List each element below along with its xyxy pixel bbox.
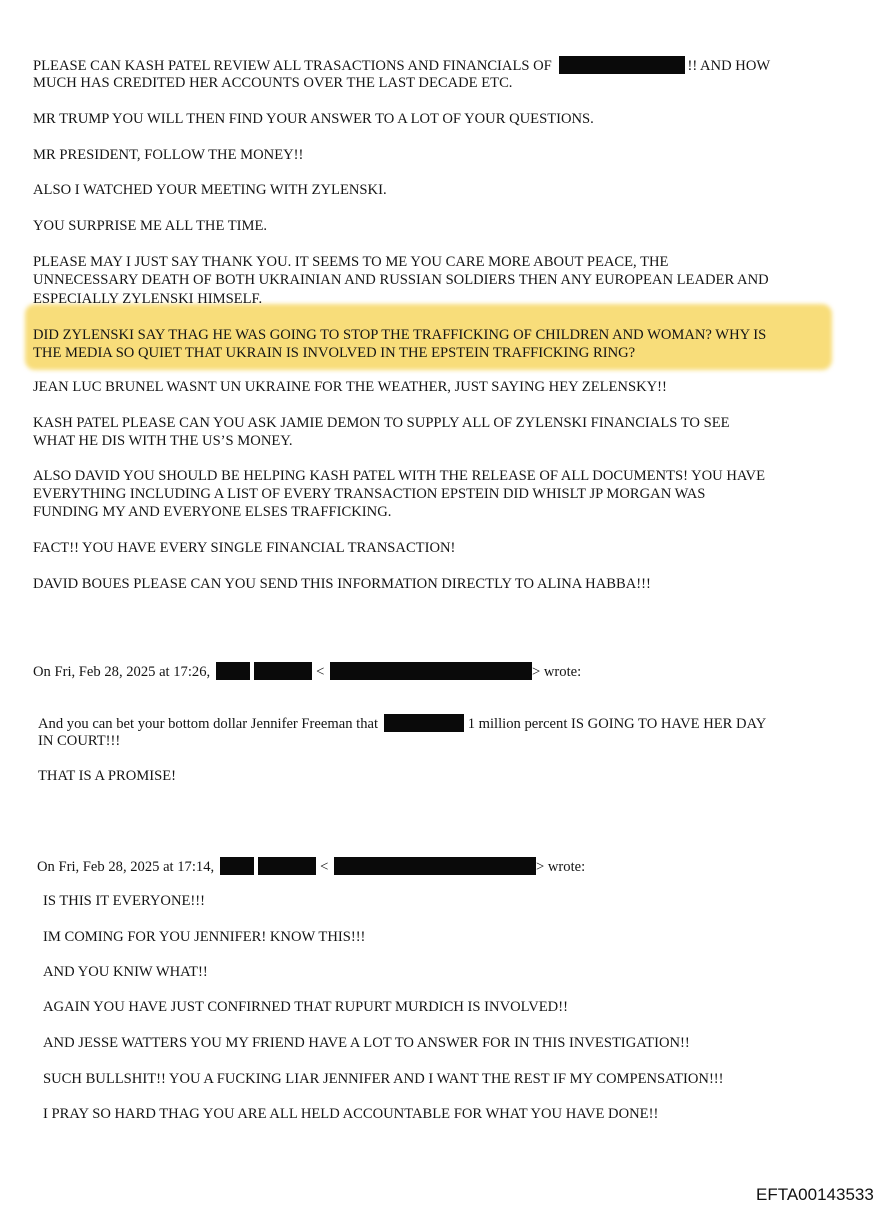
- quote-line: IM COMING FOR YOU JENNIFER! KNOW THIS!!!: [43, 929, 366, 945]
- text-span: 1 million percent IS GOING TO HAVE HER DAY: [467, 716, 767, 732]
- quote-date: On Fri, Feb 28, 2025 at 17:14,: [37, 859, 215, 875]
- redaction-box: [220, 857, 254, 875]
- paragraph-line: FUNDING MY AND EVERYONE ELSES TRAFFICKING.: [33, 504, 392, 520]
- text-span: !! AND HOW: [687, 58, 771, 74]
- paragraph-line: YOU SURPRISE ME ALL THE TIME.: [33, 218, 268, 234]
- highlighted-line: DID ZYLENSKI SAY THAG HE WAS GOING TO STOP THE TRAFFICKING OF CHILDREN AND WOMAN? WHY IS: [33, 327, 767, 343]
- quote-line: SUCH BULLSHIT!! YOU A FUCKING LIAR JENNIFER AND I WANT THE REST IF MY COMPENSATION!!!: [43, 1071, 724, 1087]
- paragraph-line: MR PRESIDENT, FOLLOW THE MONEY!!: [33, 147, 304, 163]
- paragraph-line: MUCH HAS CREDITED HER ACCOUNTS OVER THE LAST DECADE ETC.: [33, 75, 513, 91]
- paragraph-line: JEAN LUC BRUNEL WASNT UN UKRAINE FOR THE WEATHER, JUST SAYING HEY ZELENSKY!!: [33, 379, 667, 395]
- paragraph-line: ALSO DAVID YOU SHOULD BE HELPING KASH PATEL WITH THE RELEASE OF ALL DOCUMENTS! YOU HAVE: [33, 468, 765, 484]
- paragraph-line: EVERYTHING INCLUDING A LIST OF EVERY TRANSACTION EPSTEIN DID WHISLT JP MORGAN WAS: [33, 486, 706, 502]
- paragraph-line: MR TRUMP YOU WILL THEN FIND YOUR ANSWER TO A LOT OF YOUR QUESTIONS.: [33, 111, 594, 127]
- quote-line: AND JESSE WATTERS YOU MY FRIEND HAVE A LOT TO ANSWER FOR IN THIS INVESTIGATION!!: [43, 1035, 690, 1051]
- paragraph-line: PLEASE MAY I JUST SAY THANK YOU. IT SEEMS TO ME YOU CARE MORE ABOUT PEACE, THE: [33, 254, 669, 270]
- paragraph-line: WHAT HE DIS WITH THE US’S MONEY.: [33, 433, 293, 449]
- quote-header: [37, 857, 585, 877]
- redaction-box: [334, 857, 536, 875]
- redaction-box: [384, 714, 464, 732]
- paragraph-line: FACT!! YOU HAVE EVERY SINGLE FINANCIAL TRANSACTION!: [33, 540, 456, 556]
- redaction-box: [254, 662, 312, 680]
- paragraph-line: DAVID BOUES PLEASE CAN YOU SEND THIS INFORMATION DIRECTLY TO ALINA HABBA!!!: [33, 576, 651, 592]
- paragraph-line: ALSO I WATCHED YOUR MEETING WITH ZYLENSKI.: [33, 182, 387, 198]
- quote-suffix: > wrote:: [532, 664, 582, 680]
- document-id: EFTA00143533: [756, 1185, 874, 1204]
- redaction-box: [216, 662, 250, 680]
- quote-line: IN COURT!!!: [38, 733, 121, 749]
- angle-bracket: <: [316, 664, 325, 680]
- quote-line: THAT IS A PROMISE!: [38, 768, 176, 784]
- paragraph-line: UNNECESSARY DEATH OF BOTH UKRAINIAN AND RUSSIAN SOLDIERS THEN ANY EUROPEAN LEADER AND: [33, 272, 769, 288]
- angle-bracket: <: [320, 859, 329, 875]
- quote-line: [38, 714, 766, 734]
- redaction-box: [330, 662, 532, 680]
- quote-line: AND YOU KNIW WHAT!!: [43, 964, 208, 980]
- paragraph-line: [33, 56, 770, 76]
- quote-date: On Fri, Feb 28, 2025 at 17:26,: [33, 664, 211, 680]
- redaction-box: [559, 56, 685, 74]
- text-span: PLEASE CAN KASH PATEL REVIEW ALL TRASACTIONS AND FINANCIALS OF: [33, 58, 552, 74]
- quote-line: AGAIN YOU HAVE JUST CONFIRNED THAT RUPURT MURDICH IS INVOLVED!!: [43, 999, 568, 1015]
- paragraph-line: KASH PATEL PLEASE CAN YOU ASK JAMIE DEMON TO SUPPLY ALL OF ZYLENSKI FINANCIALS TO SEE: [33, 415, 730, 431]
- quote-line: IS THIS IT EVERYONE!!!: [43, 893, 206, 909]
- quote-line: I PRAY SO HARD THAG YOU ARE ALL HELD ACCOUNTABLE FOR WHAT YOU HAVE DONE!!: [43, 1106, 659, 1122]
- highlighted-line: THE MEDIA SO QUIET THAT UKRAIN IS INVOLVED IN THE EPSTEIN TRAFFICKING RING?: [33, 345, 636, 361]
- text-span: And you can bet your bottom dollar Jennifer Freeman that: [38, 716, 379, 732]
- paragraph-line: ESPECIALLY ZYLENSKI HIMSELF.: [33, 291, 263, 307]
- redaction-box: [258, 857, 316, 875]
- quote-suffix: > wrote:: [536, 859, 586, 875]
- quote-header: [33, 662, 581, 682]
